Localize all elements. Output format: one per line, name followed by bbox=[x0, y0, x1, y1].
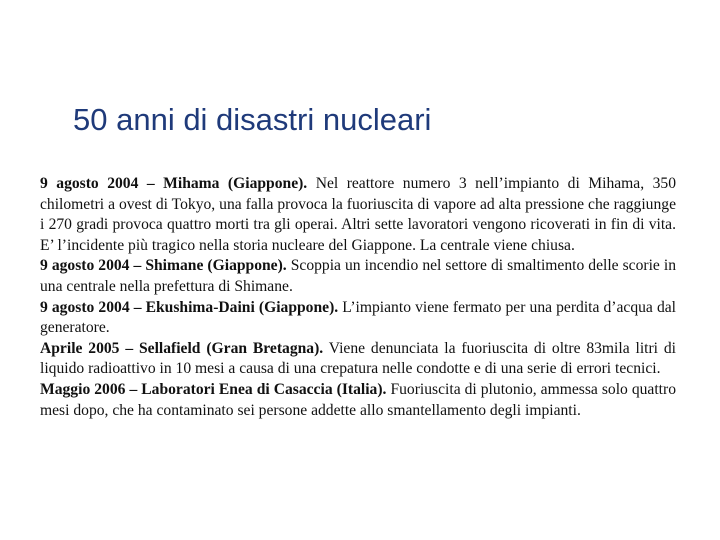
entry-sellafield bbox=[40, 339, 676, 380]
slide-title: 50 anni di disastri nucleari bbox=[73, 102, 432, 137]
entry-shimane bbox=[40, 256, 676, 297]
entry-heading: Maggio 2006 – Laboratori Enea di Casaccia (Italia). bbox=[40, 380, 387, 398]
entry-text: Viene denunciata la fuoriuscita di oltre 83mila litri di liquido radioattivo in 10 mesi a causa di una crepatura nelle condotte e di una serie di errori tecnici. bbox=[40, 339, 676, 378]
entry-heading: 9 agosto 2004 – Shimane (Giappone). bbox=[40, 257, 287, 275]
entry-heading: 9 agosto 2004 – Mihama (Giappone). bbox=[40, 175, 308, 192]
entry-heading: 9 agosto 2004 – Ekushima-Daini (Giappone). bbox=[40, 298, 339, 316]
entry-casaccia bbox=[40, 380, 676, 421]
entry-text: L’impianto viene fermato per una perdita d’acqua dal generatore. bbox=[40, 298, 676, 337]
entry-text: Nel reattore numero 3 nell’impianto di Mihama, 350 chilometri a ovest di Tokyo, una falla provoca la fuoriuscita di vapore ad alta pressione che raggiunge i 270 gradi provoca quattro morti tra gli operai. Altri sette lavoratori vengono ricoverati in fin di vita. E’ l’incidente più tragico nella storia nucleare del Giappone. La centrale viene chiusa. bbox=[40, 175, 676, 254]
entry-text: Fuoriuscita di plutonio, ammessa solo quattro mesi dopo, che ha contaminato sei persone addette allo smantellamento degli impianti. bbox=[40, 380, 677, 419]
entry-heading: Aprile 2005 – Sellafield (Gran Bretagna). bbox=[40, 339, 324, 357]
slide-body bbox=[40, 174, 676, 421]
entry-text: Scoppia un incendio nel settore di smaltimento delle scorie in una centrale nella prefettura di Shimane. bbox=[40, 257, 676, 295]
entry-mihama bbox=[40, 174, 676, 256]
entry-ekushima-daini bbox=[40, 298, 676, 339]
